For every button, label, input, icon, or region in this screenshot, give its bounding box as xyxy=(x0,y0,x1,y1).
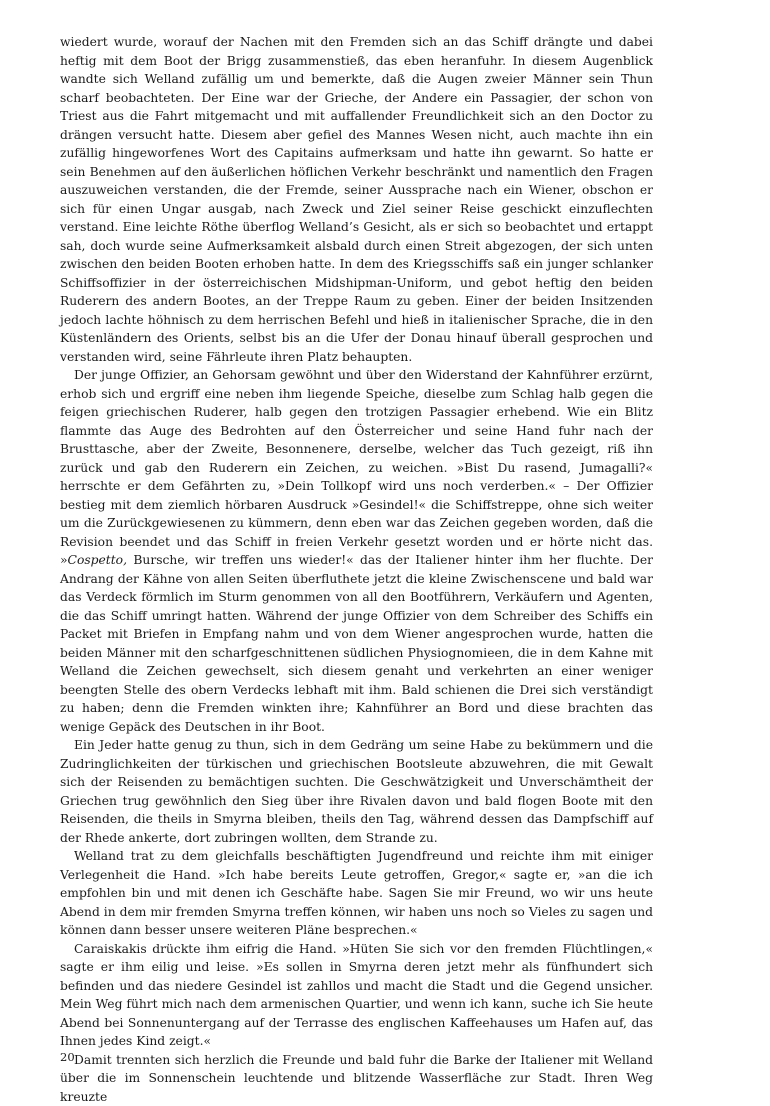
page-body xyxy=(60,33,653,1106)
paragraph-2-text-b: Bursche, wir treffen uns wieder!« das der Italiener hinter ihm her fluchte. Der Andrang der Kähne von allen Seiten überfluthete jetzt die kleine Zwischenscene und bald war das Verdeck förmlich im Sturm genommen von all den Bootführern, Verkäufern und Agenten, die das Schiff umringt hatten. Während der junge Offizier von dem Schreiber des Schiffs ein Packet mit Briefen in Empfang nahm und von dem Wiener angesprochen wurde, hatten die beiden Männer mit den scharfgeschnittenen südlichen Physiognomieen, die in dem Kahne mit Welland die Zeichen gewechselt, sich diesem genaht und verkehrten an einer weniger beengten Stelle des obern Verdecks lebhaft mit ihm. Bald schienen die Drei sich verständigt zu haben; denn die Fremden winkten ihre; Kahnführer an Bord und diese brachten das wenige Gepäck des Deutschen in ihr Boot. xyxy=(60,553,653,734)
page-number: 20 xyxy=(60,1050,75,1064)
paragraph-6: Damit trennten sich herzlich die Freunde und bald fuhr die Barke der Italiener mit Welland über die im Sonnenschein leuchtende und blitzende Wasserfläche zur Stadt. Ihren Weg kreuzte xyxy=(60,1051,653,1106)
paragraph-1: wiedert wurde, worauf der Nachen mit den Fremden sich an das Schiff drängte und dabei heftig mit dem Boot der Brigg zusammenstieß, das eben heranfuhr. In diesem Augenblick wandte sich Welland zufällig um und bemerkte, daß die Augen zweier Männer sein Thun scharf beobachteten. Der Eine war der Grieche, der Andere ein Passagier, der schon von Triest aus die Fahrt mitgemacht und mit auffallender Freundlichkeit sich an den Doctor zu drängen versucht hatte. Diesem aber gefiel des Mannes Wesen nicht, auch machte ihn ein zufällig hingeworfenes Wort des Capitains aufmerksam und hatte ihn gewarnt. So hatte er sein Benehmen auf den äußerlichen höflichen Verkehr beschränkt und namentlich den Fragen auszuweichen verstanden, die der Fremde, seiner Aussprache nach ein Wiener, obschon er sich für einen Ungar ausgab, nach Zweck und Ziel seiner Reise geschickt einzuflechten verstand. Eine leichte Röthe überflog Welland’s Gesicht, als er sich so beobachtet und ertappt sah, doch wurde seine Aufmerksamkeit alsbald durch einen Streit abgezogen, der sich unten zwischen den beiden Booten erhoben hatte. In dem des Kriegsschiffs saß ein junger schlanker Schiffsoffizier in der österreichischen Midshipman-Uniform, und gebot heftig den beiden Ruderern des andern Bootes, an der Treppe Raum zu geben. Einer der beiden Insitzenden jedoch lachte höhnisch zu dem herrischen Befehl und hieß in italienischer Sprache, die in den Küstenländern des Orients, selbst bis an die Ufer der Donau hinauf überall gesprochen und verstanden wird, seine Fährleute ihren Platz behaupten. xyxy=(60,33,653,366)
paragraph-2-italic: Cospetto, xyxy=(68,553,127,567)
paragraph-2 xyxy=(60,366,653,736)
paragraph-2-text-a: Der junge Offizier, an Gehorsam gewöhnt und über den Widerstand der Kahnführer erzürnt, erhob sich und ergriff eine neben ihm liegende Speiche, dieselbe zum Schlag halb gegen die feigen griechischen Ruderer, halb gegen den trotzigen Passagier erhebend. Wie ein Blitz flammte das Auge des Bedrohten auf den Österreicher und seine Hand fuhr nach der Brusttasche, aber der Zweite, Besonnenere, derselbe, welcher das Tuch gezeigt, riß ihn zurück und gab den Ruderern ein Zeichen, zu weichen. »Bist Du rasend, Jumagalli?« herrschte er dem Gefährten zu, »Dein Tollkopf wird uns noch verderben.« – Der Offizier bestieg mit dem ziemlich hörbaren Ausdruck »Gesindel!« die Schiffstreppe, ohne sich weiter um die Zurückgewiesenen zu kümmern, denn eben war das Zeichen gegeben worden, daß die Revision beendet und das Schiff in freien Verkehr gesetzt worden und er hörte nicht das. » xyxy=(60,368,653,567)
paragraph-5: Caraiskakis drückte ihm eifrig die Hand. »Hüten Sie sich vor den fremden Flüchtlingen,« sagte er ihm eilig und leise. »Es sollen in Smyrna deren jetzt mehr als fünfhundert sich befinden und das niedere Gesindel ist zahllos und macht die Stadt und die Gegend unsicher. Mein Weg führt mich nach dem armenischen Quartier, und wenn ich kann, suche ich Sie heute Abend bei Sonnenuntergang auf der Terrasse des englischen Kaffeehauses um Hafen auf, das Ihnen jedes Kind zeigt.« xyxy=(60,940,653,1051)
paragraph-4: Welland trat zu dem gleichfalls beschäftigten Jugendfreund und reichte ihm mit einiger Verlegenheit die Hand. »Ich habe bereits Leute getroffen, Gregor,« sagte er, »an die ich empfohlen bin und mit denen ich Geschäfte habe. Sagen Sie mir Freund, wo wir uns heute Abend in dem mir fremden Smyrna treffen können, wir haben uns noch so Vieles zu sagen und können dann besser unsere weiteren Pläne besprechen.« xyxy=(60,847,653,940)
paragraph-3: Ein Jeder hatte genug zu thun, sich in dem Gedräng um seine Habe zu bekümmern und die Zudringlichkeiten der türkischen und griechischen Bootsleute abzuwehren, die mit Gewalt sich der Reisenden zu bemächtigen suchten. Die Geschwätzigkeit und Unverschämtheit der Griechen trug gewöhnlich den Sieg über ihre Rivalen davon und bald flogen Boote mit den Reisenden, die theils in Smyrna bleiben, theils den Tag, während dessen das Dampfschiff auf der Rhede ankerte, dort zubringen wollten, dem Strande zu. xyxy=(60,736,653,847)
